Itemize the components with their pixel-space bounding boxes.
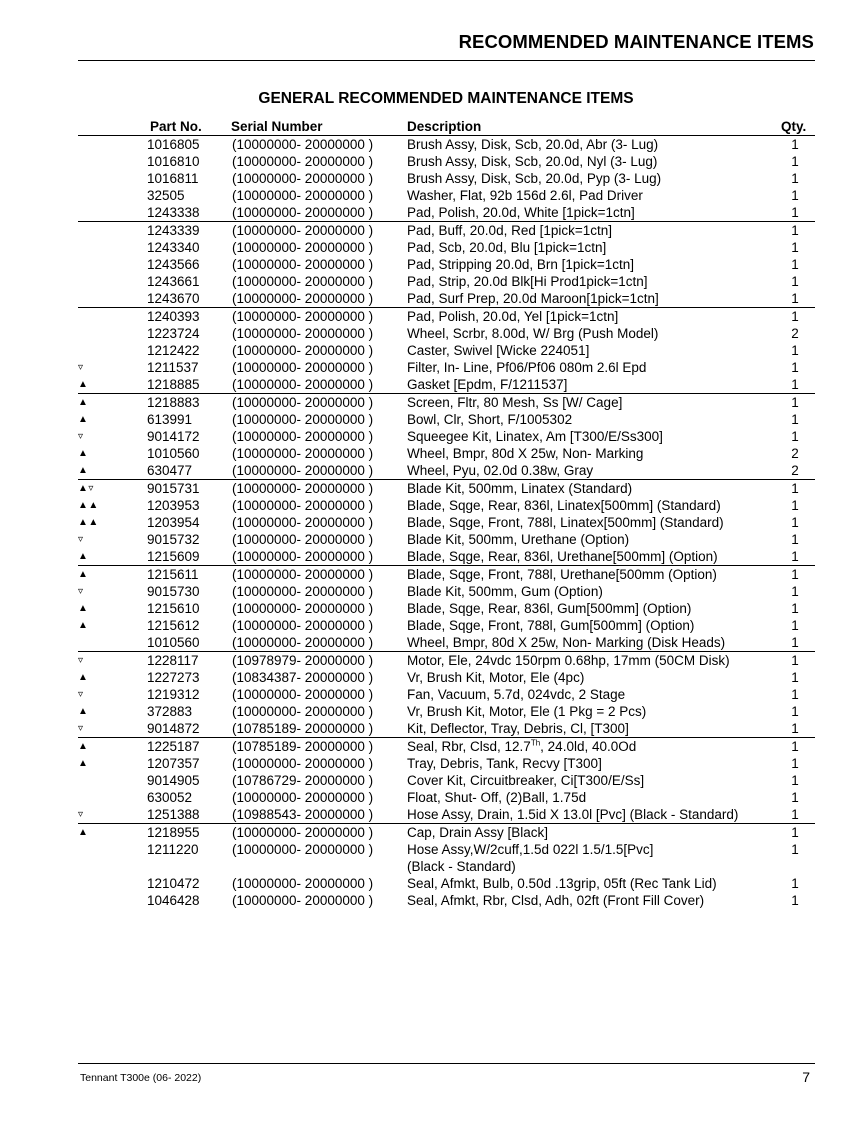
part-quantity: 1 [791, 481, 799, 496]
part-quantity: 1 [791, 618, 799, 633]
part-quantity: 2 [791, 463, 799, 478]
part-quantity: 1 [791, 842, 799, 857]
part-quantity: 1 [791, 257, 799, 272]
table-row [0, 789, 866, 806]
desc-text-tail: , 24.0ld, 40.0Od [540, 739, 637, 754]
part-number: 9015730 [147, 584, 200, 599]
row-symbol: ▲ [78, 551, 89, 562]
table-row [0, 703, 866, 720]
table-row [0, 239, 866, 256]
part-quantity: 1 [791, 635, 799, 650]
row-symbol: ▲ [78, 465, 89, 476]
part-quantity: 1 [791, 790, 799, 805]
part-quantity: 1 [791, 549, 799, 564]
serial-range: (10000000- 20000000 ) [232, 549, 374, 564]
part-description: Motor, Ele, 24vdc 150rpm 0.68hp, 17mm (50CM Disk) [407, 653, 730, 668]
part-number: 32505 [147, 188, 185, 203]
table-row [0, 617, 866, 634]
table-row [0, 256, 866, 273]
row-symbol: ▲ [78, 569, 89, 580]
section-title: GENERAL RECOMMENDED MAINTENANCE ITEMS [258, 90, 634, 107]
table-row [0, 204, 866, 221]
part-quantity: 1 [791, 773, 799, 788]
desc-text: Seal, Rbr, Clsd, 12.7 [407, 739, 531, 754]
part-description: Pad, Stripping 20.0d, Brn [1pick=1ctn] [407, 257, 635, 272]
table-row [0, 273, 866, 290]
part-description: Pad, Polish, 20.0d, White [1pick=1ctn] [407, 205, 635, 220]
part-number: 1218885 [147, 377, 200, 392]
row-symbol: ▿ [78, 362, 84, 373]
table-row [0, 841, 866, 875]
serial-range: (10000000- 20000000 ) [232, 567, 374, 582]
table-row [78, 737, 815, 755]
table-row [0, 428, 866, 445]
part-description: Vr, Brush Kit, Motor, Ele (4pc) [407, 670, 585, 685]
serial-range: (10000000- 20000000 ) [232, 171, 374, 186]
serial-range: (10000000- 20000000 ) [232, 687, 374, 702]
part-number: 1010560 [147, 635, 200, 650]
serial-range: (10000000- 20000000 ) [232, 137, 374, 152]
part-description: Bowl, Clr, Short, F/1005302 [407, 412, 573, 427]
part-description: Kit, Deflector, Tray, Debris, Cl, [T300] [407, 721, 629, 736]
serial-range: (10988543- 20000000 ) [232, 807, 374, 822]
table-row [0, 497, 866, 514]
table-row [0, 462, 866, 479]
part-description: Wheel, Pyu, 02.0d 0.38w, Gray [407, 463, 594, 478]
col-header-serial: Serial Number [231, 119, 323, 134]
part-description: Pad, Surf Prep, 20.0d Maroon[1pick=1ctn] [407, 291, 659, 306]
part-quantity: 1 [791, 412, 799, 427]
serial-range: (10000000- 20000000 ) [232, 326, 374, 341]
part-description: Cap, Drain Assy [Black] [407, 825, 549, 840]
part-number: 1240393 [147, 309, 200, 324]
part-description: Blade Kit, 500mm, Urethane (Option) [407, 532, 630, 547]
table-row [0, 548, 866, 565]
serial-range: (10000000- 20000000 ) [232, 825, 374, 840]
column-headers [0, 119, 866, 136]
table-row [78, 307, 815, 325]
table-row [0, 342, 866, 359]
table-row [0, 153, 866, 170]
part-quantity: 1 [791, 137, 799, 152]
part-quantity: 2 [791, 446, 799, 461]
table-row [0, 187, 866, 204]
part-description: Hose Assy, Drain, 1.5id X 13.0l [Pvc] (Black - Standard) [407, 807, 739, 822]
part-description: Pad, Scb, 20.0d, Blu [1pick=1ctn] [407, 240, 607, 255]
part-number: 613991 [147, 412, 193, 427]
part-number: 1228117 [147, 653, 199, 668]
serial-range: (10000000- 20000000 ) [232, 532, 374, 547]
row-symbol: ▿ [78, 723, 84, 734]
part-description: Seal, Afmkt, Rbr, Clsd, Adh, 02ft (Front Fill Cover) [407, 893, 705, 908]
part-quantity: 1 [791, 721, 799, 736]
table-row [0, 669, 866, 686]
part-number: 1016811 [147, 171, 199, 186]
part-number: 1210472 [147, 876, 200, 891]
row-symbol: ▲ [78, 706, 89, 717]
row-symbol: ▿ [78, 809, 84, 820]
desc-superscript: Th [530, 738, 541, 748]
row-symbol: ▿ [78, 586, 84, 597]
part-description: Cover Kit, Circuitbreaker, Ci[T300/E/Ss] [407, 773, 645, 788]
serial-range: (10000000- 20000000 ) [232, 395, 374, 410]
part-number: 372883 [147, 704, 193, 719]
part-description: Squeegee Kit, Linatex, Am [T300/E/Ss300] [407, 429, 663, 444]
serial-range: (10000000- 20000000 ) [232, 601, 374, 616]
part-description: Caster, Swivel [Wicke 224051] [407, 343, 590, 358]
serial-range: (10000000- 20000000 ) [232, 584, 374, 599]
serial-range: (10000000- 20000000 ) [232, 704, 374, 719]
table-row [78, 651, 815, 669]
part-quantity: 1 [791, 309, 799, 324]
part-quantity: 1 [791, 429, 799, 444]
part-quantity: 1 [791, 567, 799, 582]
part-description: Wheel, Bmpr, 80d X 25w, Non- Marking [407, 446, 644, 461]
part-description: Blade, Sqge, Rear, 836l, Linatex[500mm] (Standard) [407, 498, 721, 513]
part-quantity: 1 [791, 343, 799, 358]
part-description: Brush Assy, Disk, Scb, 20.0d, Abr (3- Lug) [407, 137, 659, 152]
table-row [0, 772, 866, 789]
part-quantity: 1 [791, 205, 799, 220]
table-row [0, 583, 866, 600]
part-description: Washer, Flat, 92b 156d 2.6l, Pad Driver [407, 188, 643, 203]
part-quantity: 1 [791, 171, 799, 186]
table-row [0, 755, 866, 772]
row-symbol: ▲ [78, 620, 89, 631]
part-description: Tray, Debris, Tank, Recvy [T300] [407, 756, 602, 771]
part-quantity: 1 [791, 360, 799, 375]
row-symbol: ▲▲ [78, 500, 99, 511]
part-description: Filter, In- Line, Pf06/Pf06 080m 2.6l Epd [407, 360, 647, 375]
serial-range: (10000000- 20000000 ) [232, 481, 374, 496]
part-quantity: 1 [791, 807, 799, 822]
serial-range: (10000000- 20000000 ) [232, 790, 374, 805]
serial-range: (10785189- 20000000 ) [232, 739, 374, 754]
serial-range: (10000000- 20000000 ) [232, 274, 374, 289]
serial-range: (10978979- 20000000 ) [232, 653, 374, 668]
table-row [0, 892, 866, 909]
part-number: 9014872 [147, 721, 200, 736]
serial-range: (10000000- 20000000 ) [232, 154, 374, 169]
serial-range: (10000000- 20000000 ) [232, 618, 374, 633]
table-row [0, 325, 866, 342]
part-number: 1251388 [147, 807, 200, 822]
part-number: 1223724 [147, 326, 200, 341]
row-symbol: ▲▿ [78, 483, 94, 494]
part-number: 1243661 [147, 274, 200, 289]
part-quantity: 1 [791, 240, 799, 255]
part-description: Hose Assy,W/2cuff,1.5d 022l 1.5/1.5[Pvc] [407, 842, 654, 857]
row-symbol: ▲ [78, 379, 89, 390]
part-number: 9014905 [147, 773, 200, 788]
part-number: 1215609 [147, 549, 200, 564]
part-number: 9014172 [147, 429, 200, 444]
serial-range: (10000000- 20000000 ) [232, 446, 374, 461]
row-symbol: ▲ [78, 672, 89, 683]
row-symbol: ▲ [78, 414, 89, 425]
table-row [0, 136, 866, 153]
part-number: 1203953 [147, 498, 200, 513]
serial-range: (10000000- 20000000 ) [232, 240, 374, 255]
part-quantity: 1 [791, 756, 799, 771]
part-number: 1227273 [147, 670, 200, 685]
part-description: Gasket [Epdm, F/1211537] [407, 377, 568, 392]
table-row [0, 359, 866, 376]
serial-range: (10000000- 20000000 ) [232, 429, 374, 444]
part-quantity: 1 [791, 653, 799, 668]
row-symbol: ▲ [78, 397, 89, 408]
serial-range: (10000000- 20000000 ) [232, 842, 374, 857]
part-number: 1215611 [147, 567, 199, 582]
row-symbol: ▲ [78, 603, 89, 614]
serial-range: (10000000- 20000000 ) [232, 756, 374, 771]
serial-range: (10000000- 20000000 ) [232, 205, 374, 220]
part-description: Wheel, Bmpr, 80d X 25w, Non- Marking (Disk Heads) [407, 635, 726, 650]
part-number: 1212422 [147, 343, 200, 358]
part-number: 1016805 [147, 137, 200, 152]
part-number: 1243339 [147, 223, 200, 238]
part-quantity: 1 [791, 825, 799, 840]
row-symbol: ▲ [78, 827, 89, 838]
table-row [0, 806, 866, 823]
part-number: 1218955 [147, 825, 200, 840]
table-row [78, 221, 815, 239]
part-number: 630477 [147, 463, 193, 478]
row-symbol: ▲ [78, 741, 89, 752]
table-row [78, 393, 815, 411]
table-row [0, 600, 866, 617]
part-quantity: 1 [791, 223, 799, 238]
part-description: Blade, Sqge, Front, 788l, Urethane[500mm (Option) [407, 567, 717, 582]
part-number: 1219312 [147, 687, 200, 702]
part-quantity: 1 [791, 584, 799, 599]
part-description: Blade, Sqge, Rear, 836l, Gum[500mm] (Option) [407, 601, 692, 616]
part-description: Brush Assy, Disk, Scb, 20.0d, Pyp (3- Lug) [407, 171, 662, 186]
table-row [0, 514, 866, 531]
part-quantity: 1 [791, 188, 799, 203]
table-row [0, 376, 866, 393]
part-quantity: 1 [791, 532, 799, 547]
footer-publication: Tennant T300e (06- 2022) [80, 1072, 202, 1084]
part-description: Brush Assy, Disk, Scb, 20.0d, Nyl (3- Lug) [407, 154, 658, 169]
part-description: Vr, Brush Kit, Motor, Ele (1 Pkg = 2 Pcs) [407, 704, 647, 719]
part-quantity: 1 [791, 291, 799, 306]
parts-table [0, 136, 866, 909]
serial-range: (10000000- 20000000 ) [232, 498, 374, 513]
page-header-title: RECOMMENDED MAINTENANCE ITEMS [458, 31, 814, 52]
footer-rule [78, 1063, 815, 1064]
table-row [0, 875, 866, 892]
part-quantity: 1 [791, 498, 799, 513]
serial-range: (10000000- 20000000 ) [232, 291, 374, 306]
serial-range: (10785189- 20000000 ) [232, 721, 374, 736]
part-quantity: 1 [791, 670, 799, 685]
part-quantity: 1 [791, 154, 799, 169]
part-number: 1243340 [147, 240, 200, 255]
table-row [0, 720, 866, 737]
part-description: Pad, Strip, 20.0d Blk[Hi Prod1pick=1ctn] [407, 274, 648, 289]
table-row [78, 823, 815, 841]
serial-range: (10834387- 20000000 ) [232, 670, 374, 685]
part-number: 1215610 [147, 601, 200, 616]
part-number: 1218883 [147, 395, 200, 410]
serial-range: (10000000- 20000000 ) [232, 377, 374, 392]
serial-range: (10000000- 20000000 ) [232, 309, 374, 324]
part-number: 1016810 [147, 154, 200, 169]
serial-range: (10000000- 20000000 ) [232, 223, 374, 238]
part-description: Seal, Afmkt, Bulb, 0.50d .13grip, 05ft (Rec Tank Lid) [407, 876, 717, 891]
serial-range: (10000000- 20000000 ) [232, 257, 374, 272]
table-row [0, 170, 866, 187]
part-quantity: 1 [791, 876, 799, 891]
part-number: 9015732 [147, 532, 200, 547]
part-description: Fan, Vacuum, 5.7d, 024vdc, 2 Stage [407, 687, 626, 702]
table-row [0, 290, 866, 307]
part-description: Pad, Buff, 20.0d, Red [1pick=1ctn] [407, 223, 613, 238]
row-symbol: ▲ [78, 758, 89, 769]
row-symbol: ▿ [78, 534, 84, 545]
table-row [78, 565, 815, 583]
table-row [78, 479, 815, 497]
serial-range: (10000000- 20000000 ) [232, 360, 374, 375]
part-quantity: 1 [791, 893, 799, 908]
part-quantity: 1 [791, 395, 799, 410]
serial-range: (10000000- 20000000 ) [232, 515, 374, 530]
table-row [0, 411, 866, 428]
part-description: Blade Kit, 500mm, Gum (Option) [407, 584, 603, 599]
serial-range: (10786729- 20000000 ) [232, 773, 374, 788]
part-quantity: 1 [791, 274, 799, 289]
serial-range: (10000000- 20000000 ) [232, 188, 374, 203]
col-header-part: Part No. [150, 119, 202, 134]
part-number: 1243338 [147, 205, 200, 220]
serial-range: (10000000- 20000000 ) [232, 635, 374, 650]
part-number: 9015731 [147, 481, 200, 496]
serial-range: (10000000- 20000000 ) [232, 343, 374, 358]
part-description: Screen, Fltr, 80 Mesh, Ss [W/ Cage] [407, 395, 623, 410]
part-number: 1211537 [147, 360, 199, 375]
part-description: Blade Kit, 500mm, Linatex (Standard) [407, 481, 633, 496]
part-description-line2: (Black - Standard) [407, 859, 516, 874]
part-quantity: 1 [791, 377, 799, 392]
col-header-description: Description [407, 119, 482, 134]
row-symbol: ▿ [78, 655, 84, 666]
part-quantity: 2 [791, 326, 799, 341]
row-symbol: ▲▲ [78, 517, 99, 528]
part-description: Wheel, Scrbr, 8.00d, W/ Brg (Push Model) [407, 326, 659, 341]
part-quantity: 1 [791, 601, 799, 616]
header-rule [78, 60, 815, 61]
part-description [407, 738, 636, 755]
serial-range: (10000000- 20000000 ) [232, 893, 374, 908]
part-quantity: 1 [791, 515, 799, 530]
part-description: Blade, Sqge, Front, 788l, Linatex[500mm] (Standard) [407, 515, 724, 530]
part-quantity: 1 [791, 739, 799, 754]
part-number: 1243670 [147, 291, 200, 306]
row-symbol: ▲ [78, 448, 89, 459]
page-number: 7 [802, 1069, 810, 1085]
part-number: 1010560 [147, 446, 200, 461]
serial-range: (10000000- 20000000 ) [232, 463, 374, 478]
part-number: 1207357 [147, 756, 200, 771]
table-row [0, 531, 866, 548]
part-number: 1203954 [147, 515, 200, 530]
part-description: Blade, Sqge, Front, 788l, Gum[500mm] (Option) [407, 618, 695, 633]
part-description: Pad, Polish, 20.0d, Yel [1pick=1ctn] [407, 309, 619, 324]
part-number: 1215612 [147, 618, 200, 633]
part-number: 630052 [147, 790, 193, 805]
part-description: Blade, Sqge, Rear, 836l, Urethane[500mm] (Option) [407, 549, 718, 564]
part-number: 1225187 [147, 739, 200, 754]
part-description: Float, Shut- Off, (2)Ball, 1.75d [407, 790, 587, 805]
part-number: 1243566 [147, 257, 200, 272]
serial-range: (10000000- 20000000 ) [232, 876, 374, 891]
table-row [0, 445, 866, 462]
table-row [0, 634, 866, 651]
row-symbol: ▿ [78, 431, 84, 442]
serial-range: (10000000- 20000000 ) [232, 412, 374, 427]
col-header-qty: Qty. [781, 119, 807, 134]
table-row [0, 686, 866, 703]
part-quantity: 1 [791, 704, 799, 719]
part-quantity: 1 [791, 687, 799, 702]
row-symbol: ▿ [78, 689, 84, 700]
part-number: 1211220 [147, 842, 199, 857]
part-number: 1046428 [147, 893, 200, 908]
